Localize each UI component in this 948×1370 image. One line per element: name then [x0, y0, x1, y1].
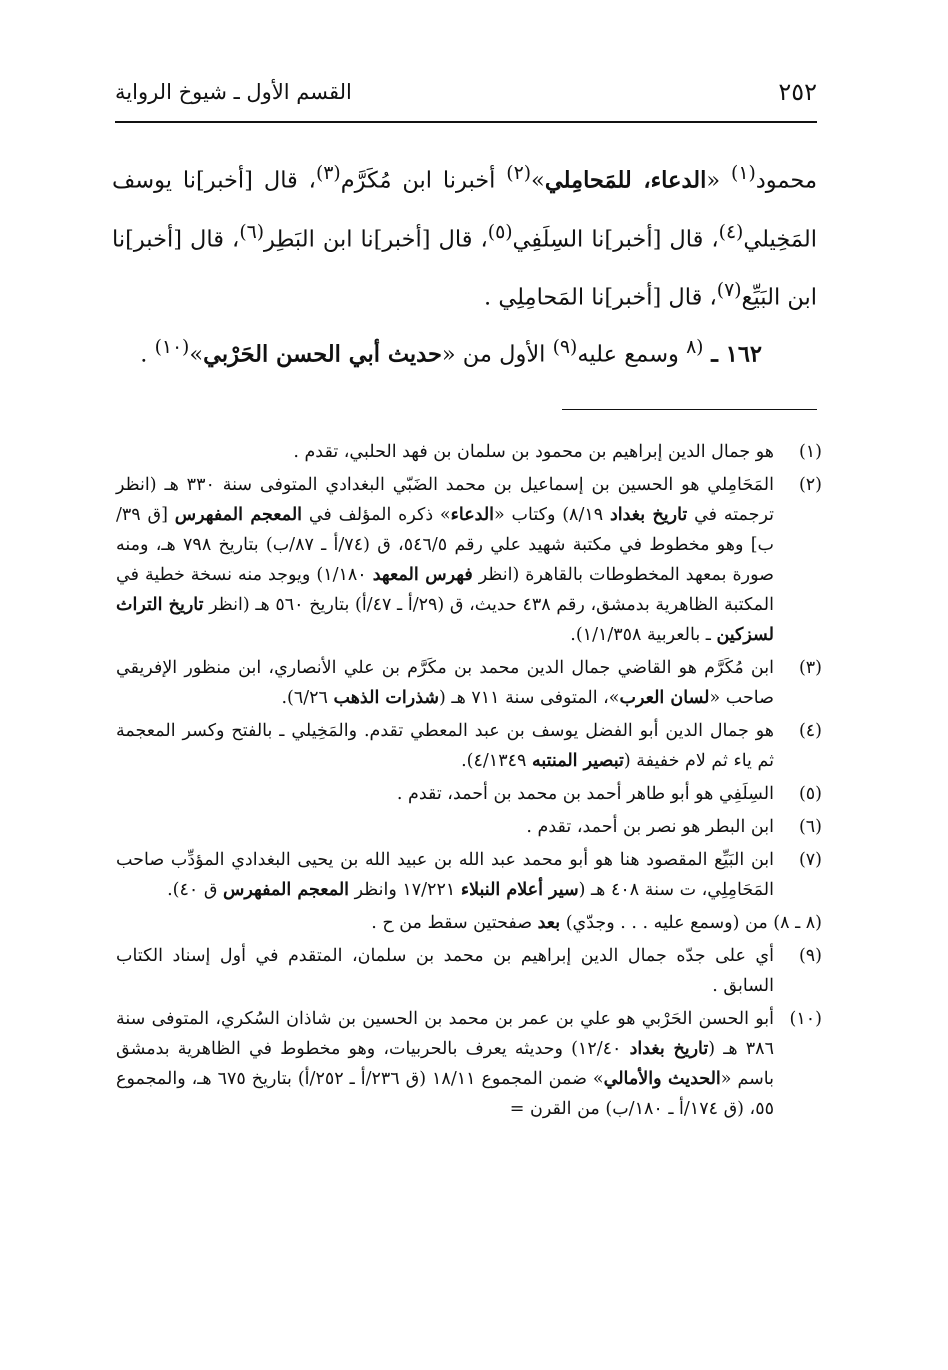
text-run: »، المتوفى سنة ٧١١ هـ (: [439, 688, 620, 708]
footnote-ref: (٤): [718, 221, 744, 243]
text-run: »: [531, 167, 545, 194]
text-run: ٤/١٣٤٩).: [461, 751, 532, 771]
footnote-text: [397, 784, 774, 804]
text-run: أي على جدّه جمال الدين إبراهيم بن محمد بن سلمان، المتقدم في أول إسناد الكتاب السابق .: [116, 946, 774, 996]
footnote-item: [116, 779, 822, 809]
bold-title: المعجم المفهرس: [222, 880, 350, 900]
bold-title: المعجم المفهرس: [174, 505, 303, 525]
bold-title: شذرات الذهب: [333, 688, 440, 708]
text-run: ق ٤٠).: [167, 880, 223, 900]
footnote-text: [293, 442, 774, 462]
bold-title: الحديث والأمالي: [603, 1069, 721, 1089]
footnote-number: (١): [798, 442, 822, 462]
text-run: ابن مُكَرَّم هو القاضي جمال الدين محمد بن مكَرَّم بن علي الأنصاري، ابن منظور الإفريقي صاحب «: [116, 658, 774, 708]
footnote-item: [116, 908, 822, 938]
footnote-ref: (٣): [315, 163, 341, 184]
footnote-ref: (٧): [716, 280, 742, 301]
text-run: .: [140, 341, 155, 368]
text-run: هو جمال الدين أبو الفضل يوسف بن عبد المعطي تقدم. والمَخِيلي ـ بالفتح وكسر المعجمة ثم ياء ثم لام خفيفة (: [116, 721, 774, 771]
footnotes: [116, 437, 822, 1127]
text-run: السِلَفِي هو أبو طاهر أحمد بن محمد بن أحمد، تقدم .: [396, 784, 774, 804]
footnote-text: [116, 850, 774, 900]
main-paragraph: [112, 148, 817, 324]
footnote-text: [116, 658, 774, 708]
text-run: » ذكره المؤلف في: [302, 505, 451, 525]
text-run: [ق ٣٩/ب] وهو مخطوط في مكتبة شهيد علي رقم ٥٤٦/٥، ق (٧٤/أ ـ ٨٧/ب) بتاريخ ٧٩٨ هـ، ومنه صورة بمعهد المخطوطات بالقاهرة (انظر: [116, 505, 774, 585]
footnote-item: [116, 845, 822, 905]
text-run: محمود: [755, 167, 817, 194]
footnote-item: [116, 716, 822, 776]
footnote-item: [116, 470, 822, 650]
running-title: القسم الأول ـ شيوخ الرواية: [115, 80, 352, 104]
footnote-number: (٤): [798, 721, 822, 741]
footnote-item: [116, 941, 822, 1001]
footnote-text: [116, 721, 774, 771]
bold-title: لسان العرب: [619, 688, 710, 708]
text-run: ١٢/٤٠) وحديثه يعرف بالحربيات، وهو مخطوط في الظاهرية بدمشق باسم «: [116, 1039, 774, 1089]
footnote-text: [526, 817, 774, 837]
footnote-item: [116, 812, 822, 842]
text-run: ، قال [أخبر]نا ابن البَطِر: [264, 226, 488, 252]
text-run: ، قال [أخبر]نا ابن البَيِّع: [112, 226, 817, 311]
bold-title: تبصير المنتبه: [531, 751, 624, 771]
footnote-ref: (١): [731, 163, 756, 184]
bold-title: ١٦٢ ـ: [703, 341, 762, 368]
text-run: ابن البَيِّع المقصود هنا هو أبو محمد عبد الله بن عبيد الله بن يحيى البغدادي المؤدِّب صاحب المَحَامِلِي، ت سنة ٤٠٨ هـ (: [116, 850, 774, 900]
footnote-item: [116, 653, 822, 713]
footnote-ref: (١٠): [154, 337, 190, 358]
bold-title: حديث أبي الحسن الحَرْبي: [203, 341, 442, 368]
bold-title: تاريخ بغداد: [609, 505, 688, 525]
text-run: ١/١٨٠) ويوجد منه نسخة خطية في المكتبة الظاهرية بدمشق، رقم ٤٣٨ حديث، ق (٢٩/أ ـ ٤٧/أ) بتاريخ ٥٦٠ هـ (انظر: [116, 565, 774, 615]
text-run: ، قال [أخبر]نا السِلَفِي: [512, 226, 719, 252]
bold-title: تاريخ التراث لسزكين: [116, 595, 774, 645]
text-run: المَحَامِلي هو الحسين بن إسماعيل بن محمد الضَبّي البغدادي المتوفى سنة ٣٣٠ هـ (انظر ترجمته في: [116, 475, 774, 525]
footnote-number: (٥): [798, 784, 822, 804]
text-run: ـ بالعربية ١/١/٣٥٨).: [570, 625, 717, 645]
footnote-text: [116, 1009, 774, 1119]
entry-162: [112, 326, 762, 377]
bold-title: فهرس المعهد: [372, 565, 473, 585]
text-run: ٦/٢٦).: [281, 688, 334, 708]
text-run: الأول من «: [441, 341, 553, 368]
footnote-number: (١٠): [789, 1009, 822, 1029]
text-run: ٨/١٩) وكتاب «: [494, 505, 610, 525]
text-run: أبو الحسن الحَرْبي هو علي بن عمر بن محمد بن الحسين بن شاذان السُكري، المتوفى سنة ٣٨٦ هـ (: [116, 1009, 774, 1059]
text-run: »: [189, 341, 204, 368]
bold-title: بعد: [537, 913, 561, 933]
footnote-text: [116, 946, 774, 996]
footnote-number: (٢): [798, 475, 822, 495]
footnote-ref: (٨: [686, 337, 704, 358]
text-run: ، قال [أخبر]نا المَحامِلِي .: [484, 284, 717, 311]
footnote-item: [116, 437, 822, 467]
footnote-ref: (٥): [487, 221, 513, 243]
text-run: «: [706, 167, 732, 194]
footnote-number: (٣): [798, 658, 822, 678]
text-run: (٨ ـ ٨) من (وسمع عليه . . . وجدّي): [560, 913, 822, 933]
footnote-ref: (٩): [552, 337, 578, 358]
bold-title: تاريخ بغداد: [629, 1039, 709, 1059]
text-run: ابن البطر هو نصر بن أحمد، تقدم .: [526, 817, 774, 837]
text-run: ١٧/٢٢١ وانظر: [349, 880, 461, 900]
text-run: ، قال [أخبر]نا يوسف المَخِيلي: [112, 167, 817, 252]
footnote-text: [116, 475, 774, 645]
bold-title: الدعاء، للمَحامِلي: [544, 167, 707, 194]
footnote-number: (٦): [798, 817, 822, 837]
text-run: وسمع عليه: [577, 341, 687, 368]
footnote-item: [116, 1004, 822, 1124]
footnote-text: [371, 913, 822, 933]
page-header: [115, 76, 817, 118]
footnote-ref: (٢): [506, 163, 532, 184]
bold-title: سير أعلام النبلاء: [460, 880, 579, 900]
text-run: » ضمن المجموع ١٨/١١ (ق ٢٣٦/أ ـ ٢٥٢/أ) بتاريخ ٦٧٥ هـ، والمجموع ٥٥، (ق ١٧٤/أ ـ ١٨٠/ب) من القرن =: [116, 1069, 774, 1119]
footnote-separator: [562, 409, 817, 410]
bold-title: الدعاء: [450, 505, 495, 525]
header-rule: [115, 121, 817, 123]
footnote-number: (٩): [798, 946, 822, 966]
text-run: أخبرنا ابن مُكَرَّم: [340, 167, 507, 194]
page-number: ٢٥٢: [778, 78, 817, 106]
text-run: هو جمال الدين إبراهيم بن محمود بن سلمان بن فهد الحلبي، تقدم .: [293, 442, 774, 462]
text-run: صفحتين سقط من ح .: [371, 913, 538, 933]
footnote-ref: (٦): [239, 221, 265, 243]
footnote-number: (٧): [798, 850, 822, 870]
